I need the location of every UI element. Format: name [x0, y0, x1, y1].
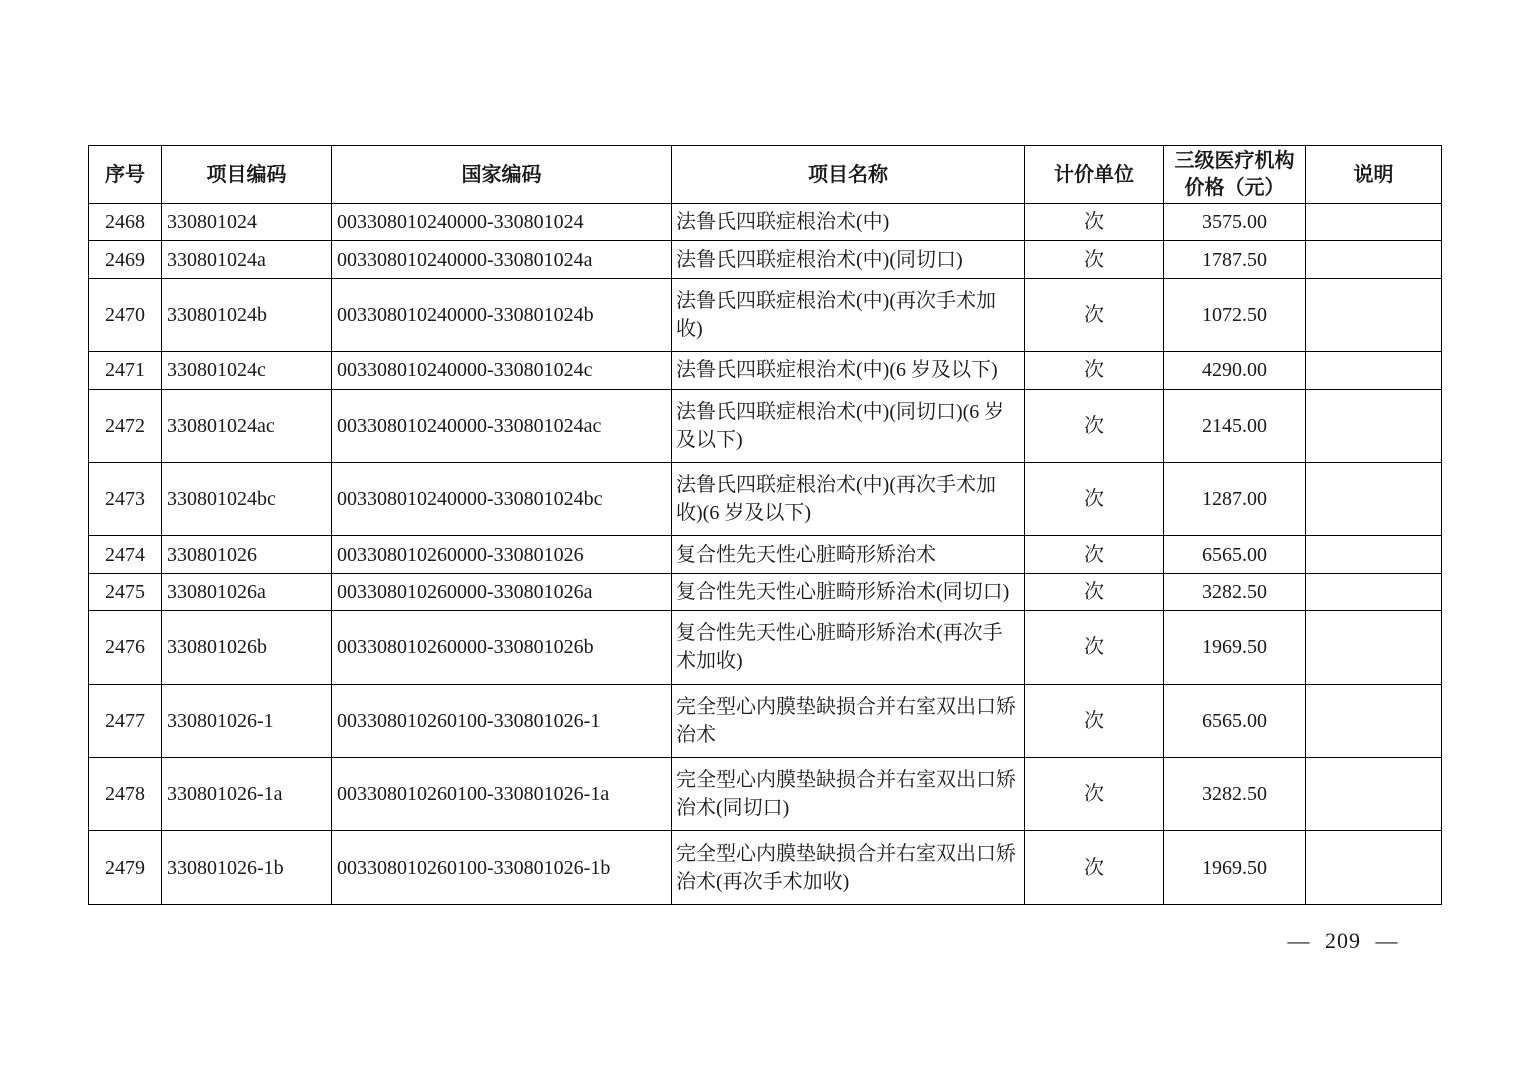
- cell-unit: 次: [1025, 573, 1164, 610]
- cell-price: 1787.50: [1164, 241, 1306, 278]
- header-national-code: 国家编码: [332, 146, 672, 204]
- cell-project-code: 330801024a: [162, 241, 332, 278]
- cell-national-code: 003308010240000-330801024c: [332, 352, 672, 389]
- cell-project-name: 法鲁氏四联症根治术(中)(再次手术加收)(6 岁及以下): [672, 462, 1025, 535]
- cell-seq: 2473: [89, 462, 162, 535]
- cell-national-code: 003308010260100-330801026-1a: [332, 757, 672, 830]
- header-note: 说明: [1306, 146, 1442, 204]
- cell-national-code: 003308010240000-330801024b: [332, 278, 672, 351]
- cell-price: 3575.00: [1164, 204, 1306, 241]
- cell-project-code: 330801024c: [162, 352, 332, 389]
- cell-unit: 次: [1025, 831, 1164, 905]
- cell-note: [1306, 536, 1442, 573]
- cell-price: 1969.50: [1164, 831, 1306, 905]
- cell-note: [1306, 831, 1442, 905]
- cell-unit: 次: [1025, 352, 1164, 389]
- table-row: [89, 241, 1442, 278]
- table-row: [89, 389, 1442, 462]
- cell-project-name: 法鲁氏四联症根治术(中)(同切口): [672, 241, 1025, 278]
- cell-note: [1306, 241, 1442, 278]
- cell-seq: 2478: [89, 757, 162, 830]
- cell-price: 3282.50: [1164, 573, 1306, 610]
- cell-seq: 2468: [89, 204, 162, 241]
- cell-note: [1306, 204, 1442, 241]
- cell-project-code: 330801026-1b: [162, 831, 332, 905]
- header-price: [1164, 146, 1306, 204]
- header-unit: 计价单位: [1025, 146, 1164, 204]
- cell-project-code: 330801026a: [162, 573, 332, 610]
- cell-project-code: 330801026-1a: [162, 757, 332, 830]
- table-row: [89, 204, 1442, 241]
- cell-national-code: 003308010260000-330801026a: [332, 573, 672, 610]
- cell-national-code: 003308010260100-330801026-1: [332, 684, 672, 757]
- cell-project-name: 法鲁氏四联症根治术(中)(同切口)(6 岁及以下): [672, 389, 1025, 462]
- header-row: [89, 146, 1442, 204]
- cell-price: 6565.00: [1164, 684, 1306, 757]
- cell-project-name: 完全型心内膜垫缺损合并右室双出口矫治术(同切口): [672, 757, 1025, 830]
- cell-note: [1306, 684, 1442, 757]
- cell-national-code: 003308010240000-330801024ac: [332, 389, 672, 462]
- cell-project-code: 330801026-1: [162, 684, 332, 757]
- table-body: [89, 204, 1442, 905]
- cell-project-name: 复合性先天性心脏畸形矫治术(同切口): [672, 573, 1025, 610]
- cell-price: 1287.00: [1164, 462, 1306, 535]
- page-number: — 209 —: [1287, 928, 1399, 953]
- cell-national-code: 003308010260000-330801026: [332, 536, 672, 573]
- cell-seq: 2474: [89, 536, 162, 573]
- header-price-line2: 价格（元）: [1184, 176, 1285, 199]
- cell-project-code: 330801026b: [162, 611, 332, 684]
- cell-national-code: 003308010240000-330801024bc: [332, 462, 672, 535]
- cell-project-code: 330801024: [162, 204, 332, 241]
- cell-seq: 2472: [89, 389, 162, 462]
- medical-price-table: [88, 145, 1442, 905]
- cell-seq: 2469: [89, 241, 162, 278]
- cell-unit: 次: [1025, 536, 1164, 573]
- header-project-name: 项目名称: [672, 146, 1025, 204]
- table-row: [89, 573, 1442, 610]
- cell-price: 2145.00: [1164, 389, 1306, 462]
- cell-seq: 2475: [89, 573, 162, 610]
- cell-national-code: 003308010260100-330801026-1b: [332, 831, 672, 905]
- cell-price: 1969.50: [1164, 611, 1306, 684]
- cell-note: [1306, 462, 1442, 535]
- table-row: [89, 536, 1442, 573]
- table-row: [89, 757, 1442, 830]
- cell-national-code: 003308010240000-330801024a: [332, 241, 672, 278]
- cell-project-code: 330801024b: [162, 278, 332, 351]
- cell-seq: 2479: [89, 831, 162, 905]
- cell-seq: 2470: [89, 278, 162, 351]
- cell-price: 3282.50: [1164, 757, 1306, 830]
- cell-seq: 2477: [89, 684, 162, 757]
- header-project-code: 项目编码: [162, 146, 332, 204]
- cell-unit: 次: [1025, 389, 1164, 462]
- table-row: [89, 684, 1442, 757]
- cell-project-name: 复合性先天性心脏畸形矫治术(再次手术加收): [672, 611, 1025, 684]
- table-row: [89, 462, 1442, 535]
- cell-note: [1306, 757, 1442, 830]
- cell-unit: 次: [1025, 204, 1164, 241]
- header-price-line1: 三级医疗机构: [1174, 149, 1295, 172]
- cell-project-name: 法鲁氏四联症根治术(中)(6 岁及以下): [672, 352, 1025, 389]
- table-row: [89, 278, 1442, 351]
- cell-price: 6565.00: [1164, 536, 1306, 573]
- cell-price: 1072.50: [1164, 278, 1306, 351]
- cell-seq: 2471: [89, 352, 162, 389]
- cell-national-code: 003308010240000-330801024: [332, 204, 672, 241]
- table-row: [89, 611, 1442, 684]
- cell-unit: 次: [1025, 611, 1164, 684]
- cell-national-code: 003308010260000-330801026b: [332, 611, 672, 684]
- header-seq: 序号: [89, 146, 162, 204]
- cell-unit: 次: [1025, 241, 1164, 278]
- cell-note: [1306, 352, 1442, 389]
- cell-note: [1306, 573, 1442, 610]
- cell-unit: 次: [1025, 757, 1164, 830]
- cell-note: [1306, 611, 1442, 684]
- cell-project-name: 完全型心内膜垫缺损合并右室双出口矫治术: [672, 684, 1025, 757]
- table-row: [89, 831, 1442, 905]
- cell-project-name: 完全型心内膜垫缺损合并右室双出口矫治术(再次手术加收): [672, 831, 1025, 905]
- cell-project-name: 法鲁氏四联症根治术(中)(再次手术加收): [672, 278, 1025, 351]
- cell-note: [1306, 278, 1442, 351]
- cell-project-name: 复合性先天性心脏畸形矫治术: [672, 536, 1025, 573]
- cell-project-code: 330801024ac: [162, 389, 332, 462]
- cell-project-code: 330801026: [162, 536, 332, 573]
- cell-project-name: 法鲁氏四联症根治术(中): [672, 204, 1025, 241]
- cell-project-code: 330801024bc: [162, 462, 332, 535]
- cell-seq: 2476: [89, 611, 162, 684]
- cell-note: [1306, 389, 1442, 462]
- cell-unit: 次: [1025, 278, 1164, 351]
- cell-unit: 次: [1025, 684, 1164, 757]
- cell-price: 4290.00: [1164, 352, 1306, 389]
- table-row: [89, 352, 1442, 389]
- cell-unit: 次: [1025, 462, 1164, 535]
